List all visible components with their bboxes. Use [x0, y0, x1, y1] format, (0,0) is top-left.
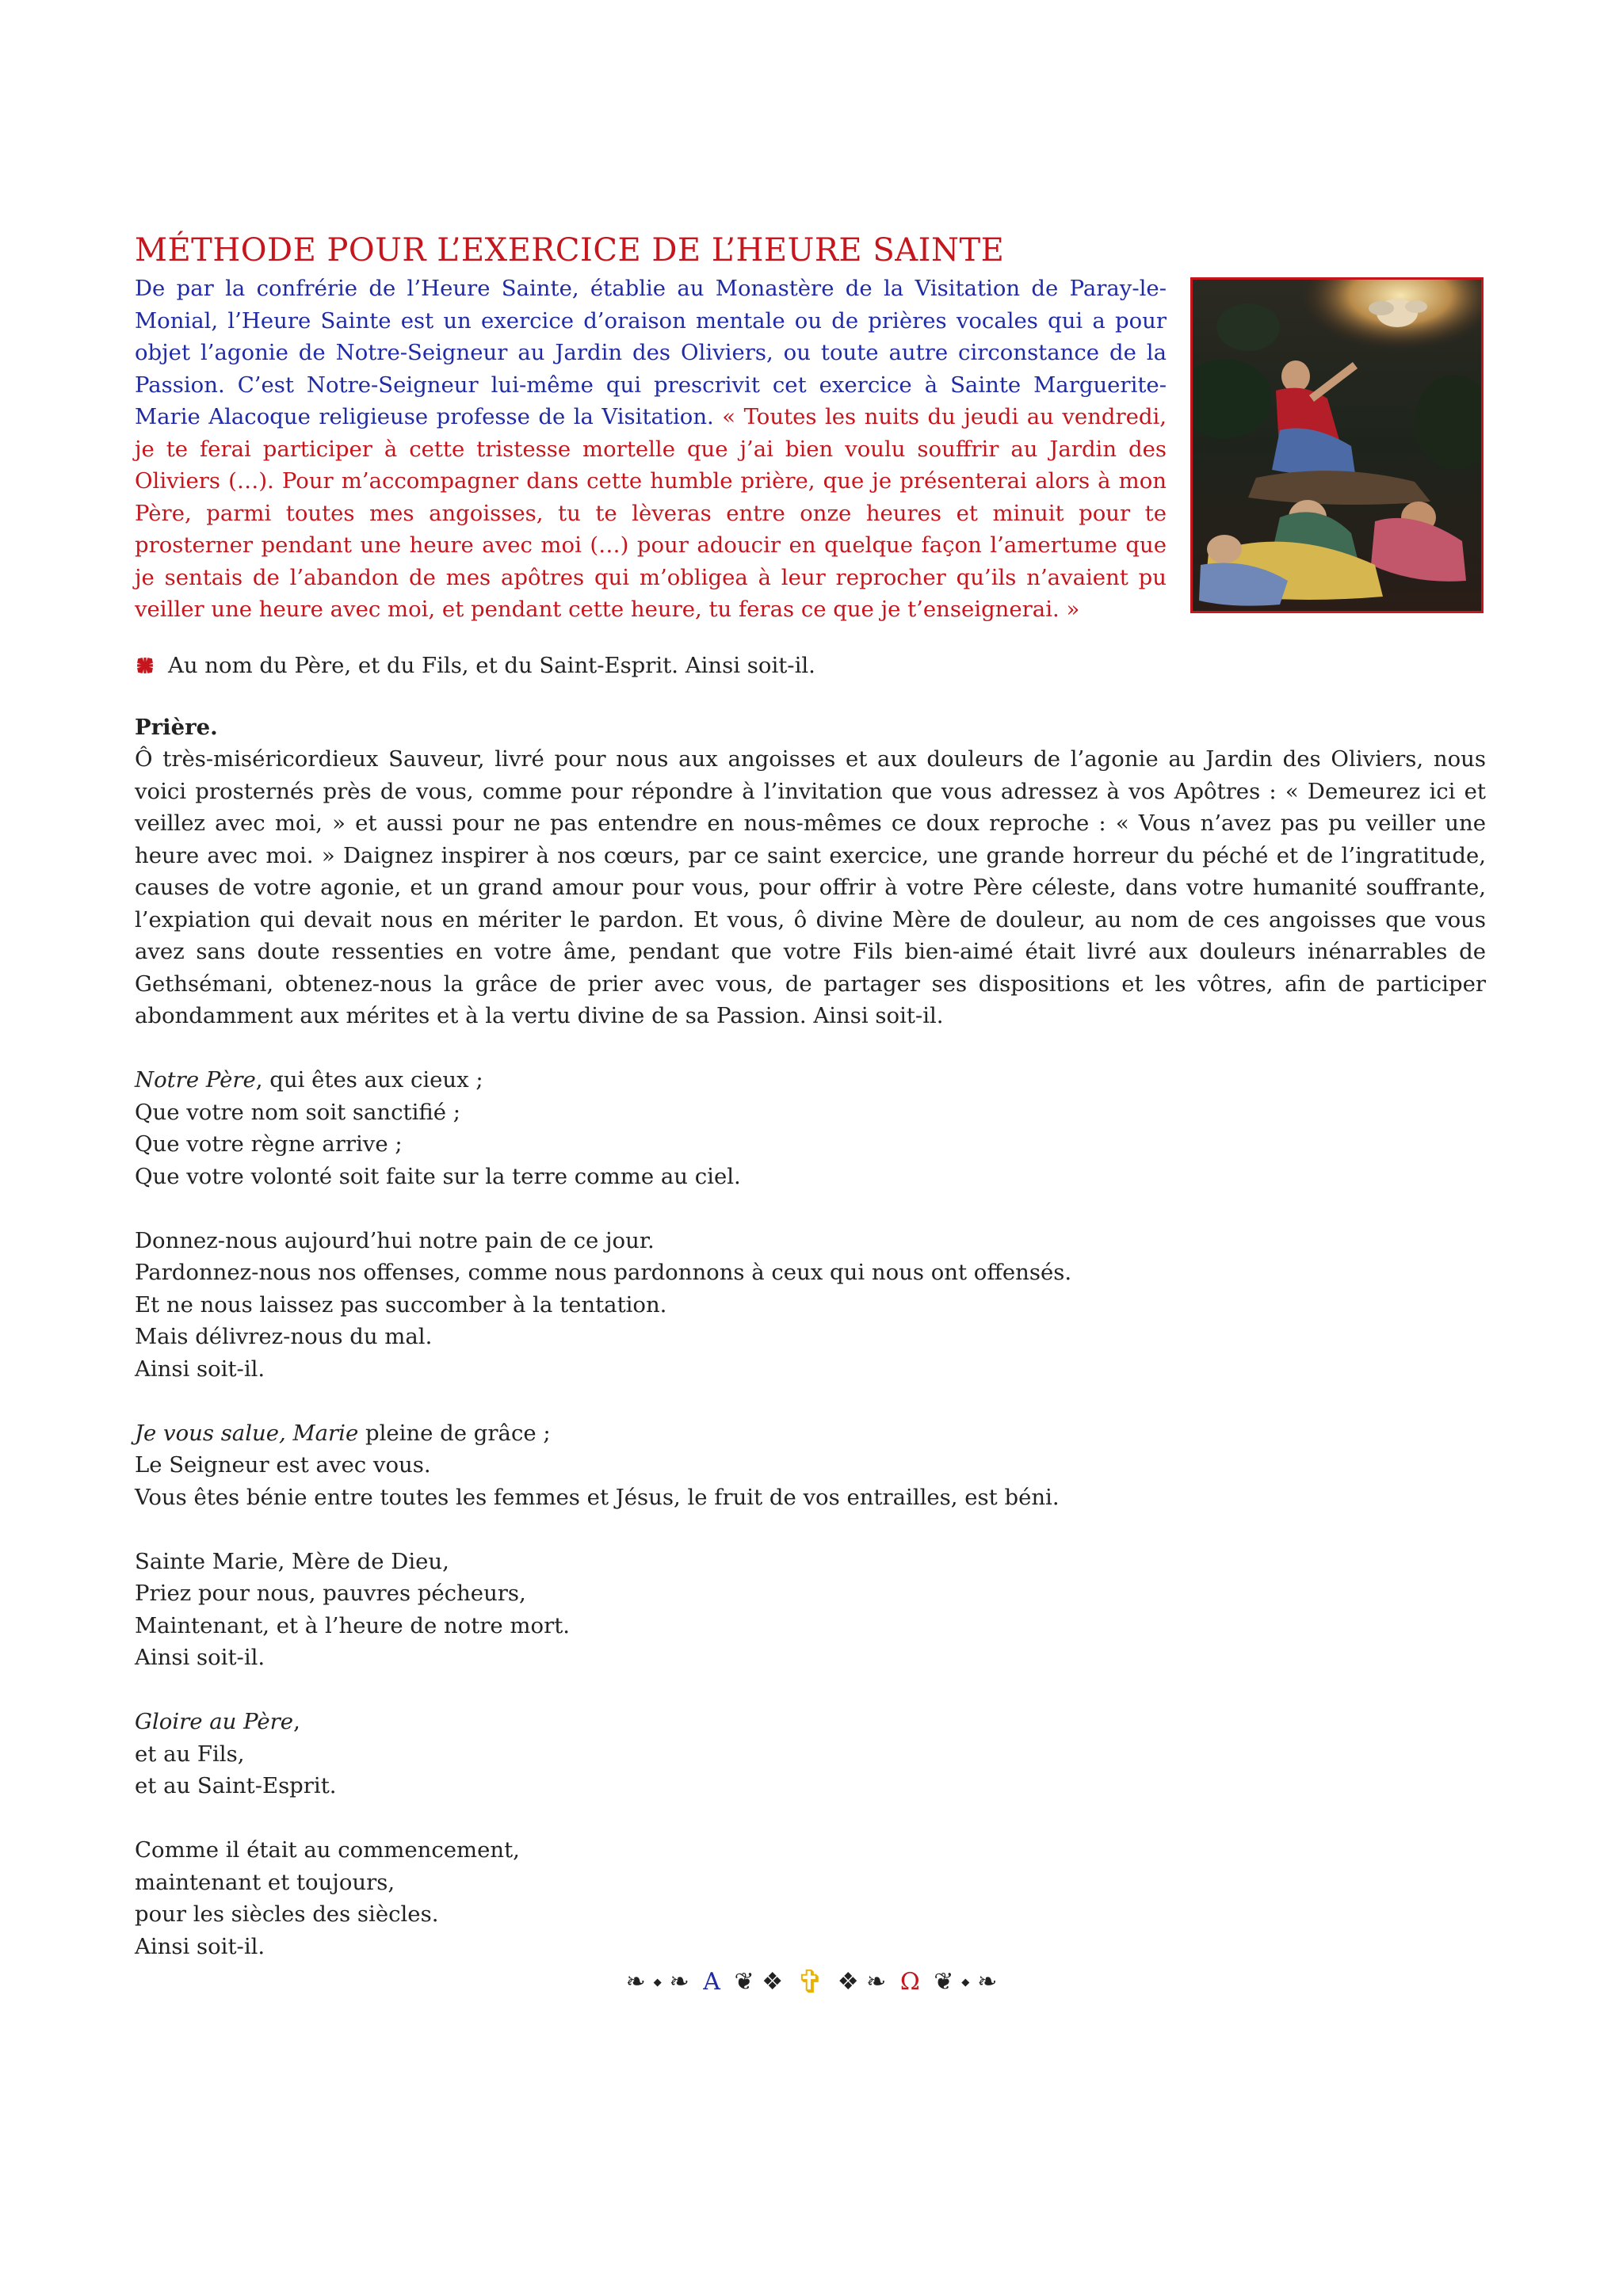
gloria-first-line [135, 1706, 1486, 1738]
pater-line: Que votre règne arrive ; [135, 1131, 403, 1157]
gloria-line: pour les siècles des siècles. [135, 1901, 439, 1927]
gloria-stanza-1 [135, 1706, 1486, 1802]
intro-blue-text: De par la confrérie de l’Heure Sainte, établie au Monastère de la Visitation de Paray-le-Monial, l’Heure Sainte est un exercice d’oraison mentale ou de prières vocales qui a pour objet l’agonie de Notre-Seigneur au Jardin des Oliviers, ou toute autre circonstance de la Passion. C’est Notre-Seigneur lui-même qui prescrivit cet exercice à Sainte Marguerite-Marie Alacoque religieuse professe de la Visitation. [135, 276, 1167, 429]
gloria-title: Gloire au Père [135, 1709, 294, 1734]
ornament-mid-left: ❦ ❖ [734, 1968, 784, 1996]
ave-line: Sainte Marie, Mère de Dieu, [135, 1548, 449, 1574]
ave-title: Je vous salue, Marie [135, 1420, 359, 1446]
painting-image [1193, 280, 1481, 611]
sign-of-cross-text: Au nom du Père, et du Fils, et du Saint-Esprit. Ainsi soit-il. [168, 652, 815, 678]
gold-cross-icon: ✞ [796, 1964, 824, 2000]
ornament-mid-right: ❖ ❧ [837, 1968, 887, 1996]
gloria-line: maintenant et toujours, [135, 1869, 395, 1895]
ave-maria-stanza-2 [135, 1546, 1486, 1674]
pater-line: Que votre volonté soit faite sur la terre comme au ciel. [135, 1163, 741, 1189]
pater-line: Que votre nom soit sanctifié ; [135, 1099, 461, 1125]
gloria-line: et au Fils, [135, 1741, 245, 1767]
pater-line: Mais délivrez-nous du mal. [135, 1324, 433, 1349]
ornament-right-fleurons: ❦ ⬩ ❧ [934, 1968, 998, 1996]
pater-line: Pardonnez-nous nos offenses, comme nous pardonnons à ceux qui nous ont offensés. [135, 1260, 1072, 1285]
closing-ornament [0, 1965, 1623, 2000]
intro-paragraph [135, 273, 1167, 626]
ave-maria-stanza-1 [135, 1417, 1486, 1514]
gloria-line: Comme il était au commencement, [135, 1837, 520, 1863]
pater-first-rest: , qui êtes aux cieux ; [255, 1067, 483, 1093]
prayer-section [135, 711, 1486, 1032]
maltese-cross-icon [136, 657, 154, 674]
ornament-left-fleurons: ❧ ⬩ ❧ [625, 1968, 689, 1996]
ave-line: Vous êtes bénie entre toutes les femmes et Jésus, le fruit de vos entrailles, est béni. [135, 1484, 1060, 1510]
gloria-line: Ainsi soit-il. [135, 1933, 265, 1959]
pater-noster-stanza-1 [135, 1064, 1486, 1192]
ave-line: Priez pour nous, pauvres pécheurs, [135, 1581, 526, 1606]
pater-first-line [135, 1064, 1486, 1097]
page-content [135, 230, 1486, 1962]
gloria-line: et au Saint-Esprit. [135, 1773, 337, 1798]
pater-noster-stanza-2 [135, 1225, 1486, 1386]
pater-line: Donnez-nous aujourd’hui notre pain de ce jour. [135, 1227, 655, 1253]
agony-in-garden-painting [1190, 277, 1484, 613]
pater-line: Et ne nous laissez pas succomber à la tentation. [135, 1291, 667, 1318]
sign-of-cross-line [135, 650, 1486, 681]
prayer-text: Ô très-miséricordieux Sauveur, livré pour nous aux angoisses et aux douleurs de l’agonie au Jardin des Oliviers, nous voici prosternés près de vous, comme pour répondre à l’invitation que vous adressez à vos Apôtres : « Demeurez ici et veillez avec moi, » et aussi pour ne pas entendre en nous-mêmes ce doux reproche : « Vous n’avez pas pu veiller une heure avec moi. » Daignez inspirer à nos cœurs, par ce saint exercice, une grande horreur du péché et de l’ingratitude, causes de votre agonie, et un grand amour pour vous, pour offrir à votre Père céleste, dans votre humanité souffrante, l’expiation qui devait nous en mériter le pardon. Et vous, ô divine Mère de douleur, au nom de ces angoisses que vous avez sans doute ressenties en votre âme, pendant que votre Fils bien-aimé était livré aux douleurs inénarrables de Gethsémani, obtenez-nous la grâce de prier avec vous, de partager ses dispositions et les vôtres, afin de participer abondamment aux mérites et à la vertu divine de sa Passion. Ainsi soit-il. [135, 746, 1486, 1028]
omega-glyph: Ω [899, 1968, 920, 1996]
intro-red-quote: « Toutes les nuits du jeudi au vendredi, je te ferai participer à cette tristesse mortelle que j’ai bien voulu souffrir au Jardin des Oliviers (…). Pour m’accompagner dans cette humble prière, que je présenterai alors à mon Père, parmi toutes mes angoisses, tu te lèveras entre onze heures et minuit pour te prosterner pendant une heure avec moi (…) pour adoucir en quelque façon l’amertume que je sentais de l’abandon de mes apôtres qui m’obligea à leur reprocher qu’ils n’avaient pu veiller une heure avec moi, et pendant cette heure, tu feras ce que je t’enseignerai. » [135, 404, 1167, 622]
ave-line: Ainsi soit-il. [135, 1645, 265, 1670]
intro-block [135, 273, 1486, 626]
page-title: MÉTHODE POUR L’EXERCICE DE L’HEURE SAINTE [135, 232, 1005, 269]
gloria-stanza-2 [135, 1834, 1486, 1962]
gloria-first-rest: , [293, 1709, 300, 1734]
ave-line: Le Seigneur est avec vous. [135, 1452, 431, 1478]
prayer-heading: Prière. [135, 714, 218, 740]
ave-first-line [135, 1417, 1486, 1450]
pater-title: Notre Père [135, 1067, 256, 1093]
ave-first-rest: pleine de grâce ; [358, 1420, 551, 1446]
pater-line: Ainsi soit-il. [135, 1356, 265, 1382]
alpha-glyph: A [703, 1968, 720, 1996]
ave-line: Maintenant, et à l’heure de notre mort. [135, 1612, 571, 1638]
